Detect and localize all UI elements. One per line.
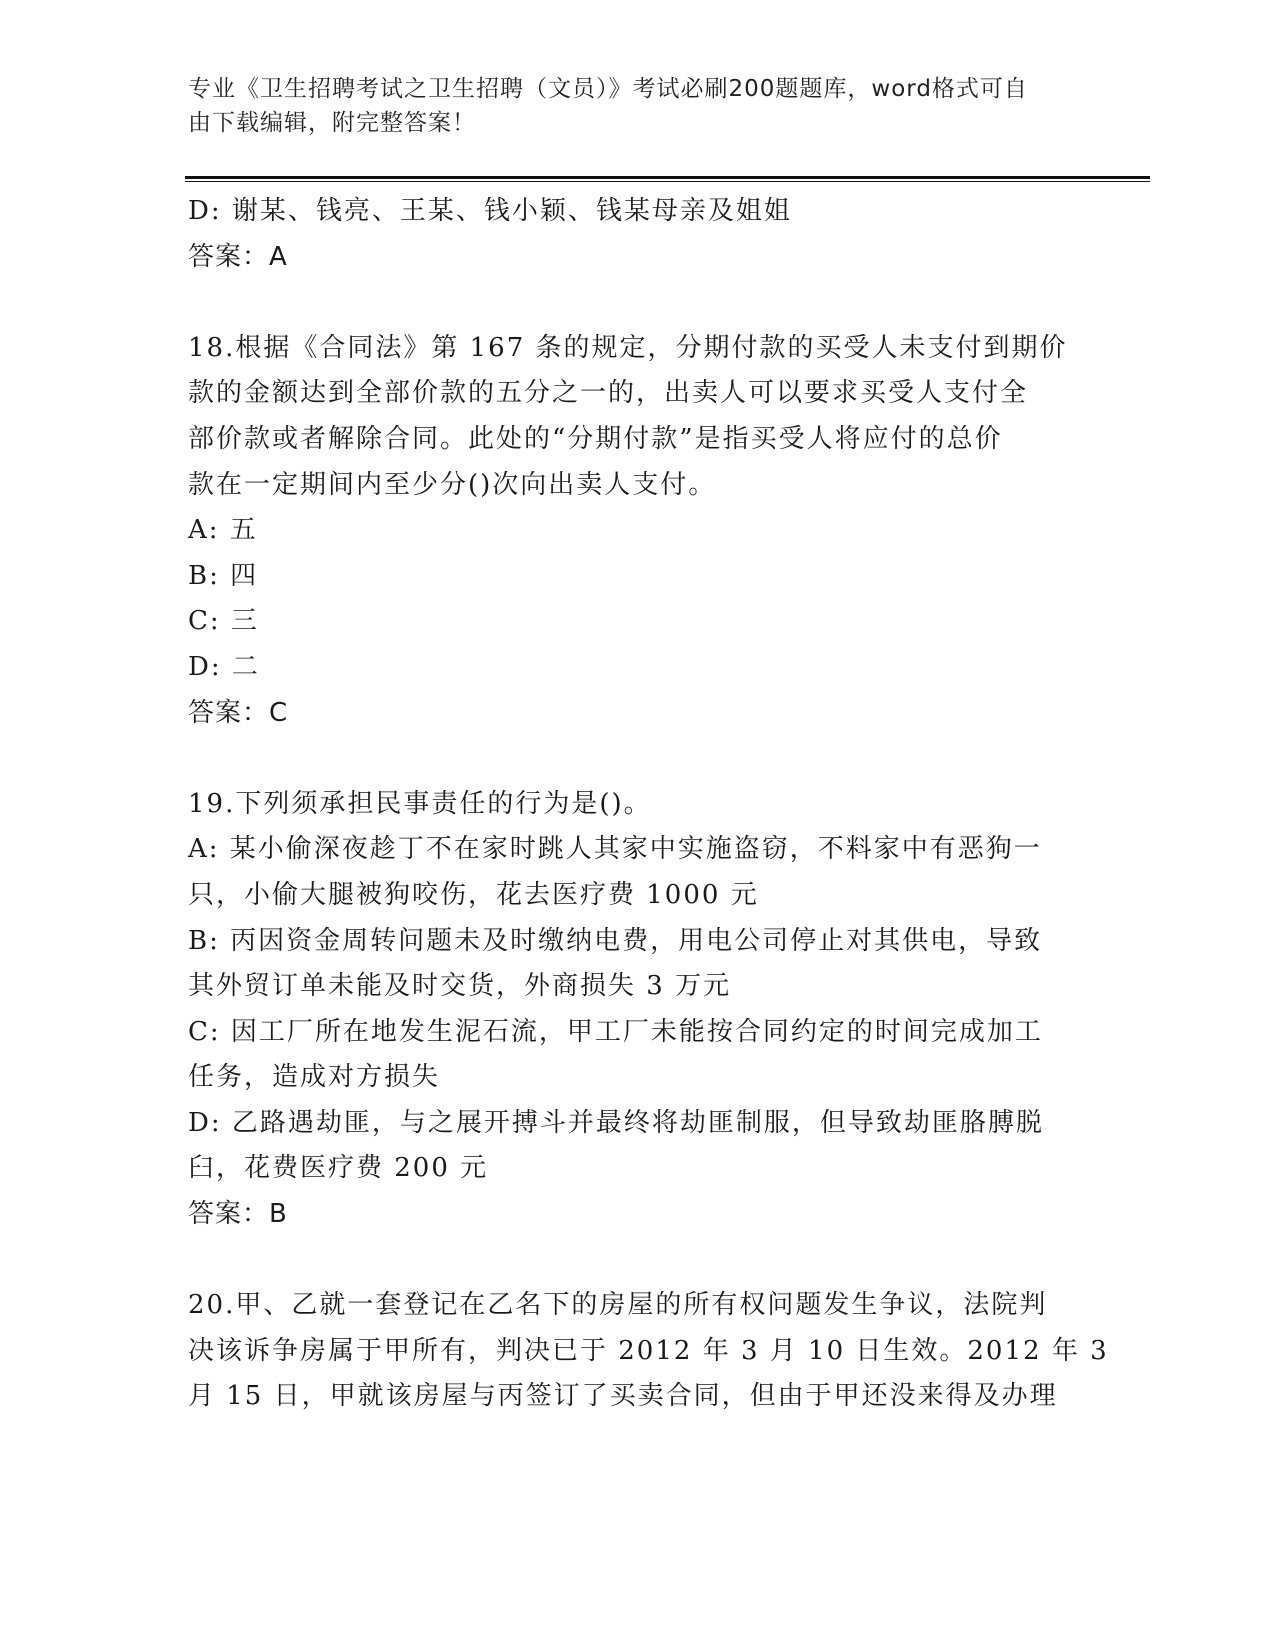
q18-stem-line: 部价款或者解除合同。此处的“分期付款”是指买受人将应付的总价 [188,423,1003,454]
q18-option-b: B: 四 [188,560,259,591]
spacer [188,736,1078,782]
question-20 [188,1283,1109,1420]
q20-stem-line: 20.甲、乙就一套登记在乙名下的房屋的所有权问题发生争议，法院判 [188,1290,1048,1321]
q18-answer: 答案：C [188,697,289,728]
document-header [188,72,1068,140]
q19-option-c-line: 任务，造成对方损失 [188,1062,441,1093]
q18-stem-line: 款在一定期间内至少分()次向出卖人支付。 [188,469,717,500]
q17-answer: 答案：A [188,241,288,272]
header-divider-thick [185,176,1150,179]
q18-option-a: A: 五 [188,515,258,546]
question-18 [188,326,1078,736]
q18-option-c: C: 三 [188,606,259,637]
q18-stem-line: 款的金额达到全部价款的五分之一的，出卖人可以要求买受人支付全 [188,378,1029,409]
spacer [188,1238,1078,1284]
question-17-tail [188,189,1078,280]
spacer [188,280,1078,326]
q19-answer: 答案：B [188,1199,288,1230]
header-line-1: 专业《卫生招聘考试之卫生招聘（文员）》考试必刷200题题库，word格式可自 [188,76,1028,102]
q19-option-a-line: A: 某小偷深夜趁丁不在家时跳人其家中实施盗窃，不料家中有恶狗一 [188,834,1042,865]
document-body [188,189,1109,1420]
header-divider-thin [185,181,1150,182]
q18-stem-line: 18.根据《合同法》第 167 条的规定，分期付款的买受人未支付到期价 [188,332,1068,363]
question-19 [188,782,1078,1238]
q19-option-c-line: C: 因工厂所在地发生泥石流，甲工厂未能按合同约定的时间完成加工 [188,1016,1043,1047]
q19-option-a-line: 只，小偷大腿被狗咬伤，花去医疗费 1000 元 [188,879,759,910]
header-line-2: 由下载编辑，附完整答案！ [188,110,476,136]
q19-stem: 19.下列须承担民事责任的行为是()。 [188,788,652,819]
q19-option-d-line: 臼，花费医疗费 200 元 [188,1153,489,1184]
q18-option-d: D: 二 [188,651,260,682]
q19-option-b-line: 其外贸订单未能及时交货，外商损失 3 万元 [188,971,732,1002]
q20-stem-line: 决该诉争房属于甲所有，判决已于 2012 年 3 月 10 日生效。2012 年 3 [188,1335,1109,1366]
q19-option-b-line: B: 丙因资金周转问题未及时缴纳电费，用电公司停止对其供电，导致 [188,925,1043,956]
q19-option-d-line: D: 乙路遇劫匪，与之展开搏斗并最终将劫匪制服，但导致劫匪胳膊脱 [188,1107,1044,1138]
q17-option-d: D: 谢某、钱亮、王某、钱小颖、钱某母亲及姐姐 [188,196,792,226]
q20-stem-line: 月 15 日，甲就该房屋与丙签订了买卖合同，但由于甲还没来得及办理 [188,1381,1058,1412]
